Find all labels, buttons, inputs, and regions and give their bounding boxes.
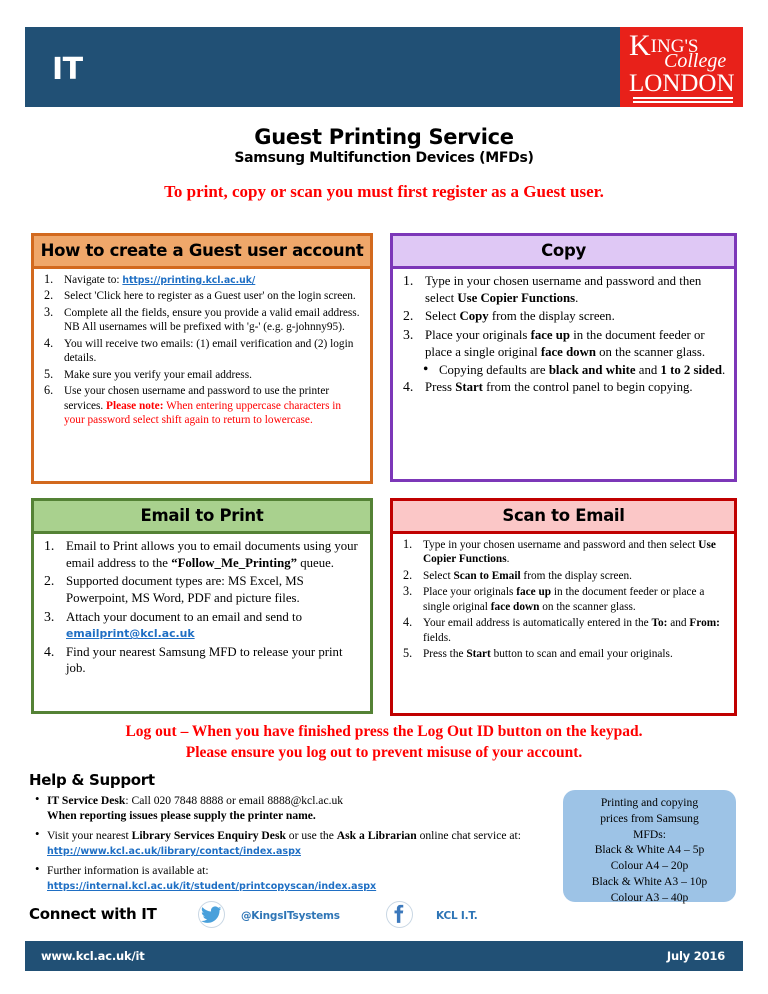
pricing-row: Colour A3 – 40p xyxy=(610,890,689,904)
registration-alert: To print, copy or scan you must first register as a Guest user. xyxy=(164,182,604,201)
copy-body xyxy=(393,269,734,401)
help-text: Visit your nearest xyxy=(47,828,132,842)
step-text: Press xyxy=(425,379,456,394)
help-tail: online chat service at: xyxy=(416,828,521,842)
step-emphasis-2: face down xyxy=(490,600,540,613)
copy-defaults-bullet xyxy=(397,362,726,379)
step-text: Place your originals xyxy=(423,586,517,599)
library-desk-label: Library Services Enquiry Desk xyxy=(131,828,286,842)
logout-notice xyxy=(25,722,743,764)
step-text: Select xyxy=(425,309,460,324)
facebook-handle-label[interactable]: KCL I.T. xyxy=(436,910,478,922)
pricing-line-2: prices from Samsung xyxy=(600,811,699,825)
copy-box xyxy=(390,233,737,482)
help-support-title: Help & Support xyxy=(29,771,155,789)
guest-account-body xyxy=(34,269,370,434)
please-note-label: Please note: xyxy=(106,399,164,412)
list-item xyxy=(38,538,362,571)
pricing-row: Colour A4 – 20p xyxy=(610,859,689,873)
step-text: Navigate to: xyxy=(64,274,123,286)
email-to-print-steps xyxy=(38,538,362,677)
logo-text-london: LONDON xyxy=(629,70,735,97)
step-text: Type in your chosen username and password and then select xyxy=(425,274,702,305)
email-to-print-box xyxy=(31,498,373,714)
bullet-emphasis-2: 1 to 2 sided xyxy=(660,363,722,378)
list-item: Find your nearest Samsung MFD to release your print job. xyxy=(66,644,343,676)
step-emphasis: Start xyxy=(455,379,483,394)
step-emphasis: To: xyxy=(651,617,668,630)
list-item xyxy=(33,793,553,824)
step-tail: . xyxy=(575,290,579,305)
list-item xyxy=(38,273,362,287)
email-to-print-heading: Email to Print xyxy=(34,501,370,534)
list-item: Make sure you verify your email address. xyxy=(64,368,252,381)
step-mid: in the document feeder or place a single original xyxy=(425,327,705,359)
logo-letter-k: K xyxy=(629,29,651,62)
pricing-line-3: MFDs: xyxy=(633,827,666,841)
logo-rule-lower xyxy=(633,101,733,103)
reporting-issues-note: When reporting issues please supply the printer name. xyxy=(47,809,316,823)
step-text: Type in your chosen username and password and then select xyxy=(423,539,699,551)
pricing-row: Black & White A4 – 5p xyxy=(594,843,705,857)
step-text: Use your chosen username and password to use the printer services. xyxy=(64,385,330,412)
list-item xyxy=(397,569,726,583)
list-item xyxy=(397,308,726,325)
logout-notice-line1: Log out – When you have finished press the Log Out ID button on the keypad. xyxy=(125,723,643,740)
list-item xyxy=(397,327,726,360)
facebook-icon[interactable] xyxy=(386,901,413,928)
step-text: Attach your document to an email and send to xyxy=(66,609,302,624)
pricing-row: Black & White A3 – 10p xyxy=(591,874,708,888)
step-tail: from the display screen. xyxy=(520,569,632,582)
list-item: Complete all the fields, ensure you provide a valid email address. NB All usernames will be prefixed with 'g-' (e.g. g-johnny95). xyxy=(64,306,360,334)
step-emphasis: Start xyxy=(466,648,491,661)
step-emphasis: face up xyxy=(530,327,571,342)
kings-college-london-logo xyxy=(620,27,743,107)
step-emphasis-2: face down xyxy=(540,344,596,359)
list-item xyxy=(397,647,726,661)
twitter-handle-label[interactable]: @KingsITsystems xyxy=(241,910,340,922)
bullet-tail: . xyxy=(721,363,726,378)
step-tail: fields. xyxy=(423,631,451,644)
step-text: Your email address is automatically entered in the xyxy=(423,617,652,630)
logo-text-ings: ING'S xyxy=(650,36,699,57)
guest-account-steps xyxy=(38,273,362,428)
copy-steps xyxy=(397,273,726,360)
logout-notice-line2: Please ensure you log out to prevent misuse of your account. xyxy=(185,743,583,761)
list-item xyxy=(397,379,726,396)
copy-heading: Copy xyxy=(393,236,734,269)
list-item xyxy=(38,609,362,642)
scan-to-email-box xyxy=(390,498,737,716)
footer-url[interactable]: www.kcl.ac.uk/it xyxy=(41,949,145,963)
footer-date: July 2016 xyxy=(666,949,725,963)
list-item xyxy=(397,273,726,306)
emailprint-address-link[interactable]: emailprint@kcl.ac.uk xyxy=(66,627,195,641)
list-item: Supported document types are: MS Excel, MS Powerpoint, MS Word, PDF and picture files. xyxy=(66,574,304,605)
it-service-desk-text: : Call 020 7848 8888 or email 8888@kcl.ac.uk xyxy=(125,794,344,807)
list-item: You will receive two emails: (1) email verification and (2) login details. xyxy=(64,337,354,365)
logo-rule-upper xyxy=(633,97,733,99)
step-text: Place your originals xyxy=(425,327,531,342)
list-item xyxy=(33,828,553,859)
ask-a-librarian-label: Ask a Librarian xyxy=(336,828,417,842)
step-text: Press the xyxy=(423,648,467,661)
logo-text-college: College xyxy=(664,50,727,72)
scan-to-email-body xyxy=(393,534,734,668)
step-mid: in the document feeder or place a single original xyxy=(423,586,705,613)
step-emphasis: Copy xyxy=(459,309,489,324)
list-item xyxy=(33,863,553,894)
scan-to-email-steps xyxy=(397,538,726,662)
step-tail: on the scanner glass. xyxy=(539,600,636,613)
please-note-text: When entering uppercase characters in your password select shift again to return to lowercase. xyxy=(64,399,342,427)
step-tail: . xyxy=(506,553,510,566)
pricing-callout-box xyxy=(563,790,736,902)
printcopyscan-info-link[interactable]: https://internal.kcl.ac.uk/it/student/printcopyscan/index.aspx xyxy=(47,881,377,893)
copy-steps-continued xyxy=(397,379,726,396)
list-item xyxy=(423,362,726,379)
help-text: Further information is available at: xyxy=(47,863,209,877)
pricing-line-1: Printing and copying xyxy=(600,796,699,809)
step-emphasis-2: From: xyxy=(689,617,720,630)
guest-account-heading: How to create a Guest user account xyxy=(34,236,370,269)
step-emphasis: Use Copier Functions xyxy=(423,539,716,566)
it-service-desk-label: IT Service Desk xyxy=(47,794,126,807)
step-emphasis: Scan to Email xyxy=(453,569,521,582)
step-tail: from the display screen. xyxy=(488,309,615,324)
guest-account-box xyxy=(31,233,373,484)
twitter-icon[interactable] xyxy=(198,901,225,928)
list-item: Select 'Click here to register as a Guest user' on the login screen. xyxy=(64,290,356,303)
department-label: IT xyxy=(52,52,83,87)
step-emphasis: “Follow_Me_Printing” xyxy=(171,555,298,570)
bullet-text: Copying defaults are xyxy=(439,363,549,378)
list-item xyxy=(397,538,726,567)
step-tail: queue. xyxy=(297,555,334,570)
list-item xyxy=(397,616,726,645)
page-title: Guest Printing Service xyxy=(254,125,514,149)
connect-with-it-title: Connect with IT xyxy=(29,905,157,923)
step-text: Email to Print allows you to email documents using your email address to the xyxy=(66,539,358,570)
email-to-print-body xyxy=(34,534,370,683)
bullet-emphasis: black and white xyxy=(548,363,636,378)
library-contact-link[interactable]: http://www.kcl.ac.uk/library/contact/index.aspx xyxy=(47,846,301,858)
page-subtitle: Samsung Multifunction Devices (MFDs) xyxy=(234,150,534,166)
step-tail: on the scanner glass. xyxy=(595,344,706,359)
step-emphasis: Use Copier Functions xyxy=(457,290,576,305)
bullet-mid: and xyxy=(635,363,661,378)
printing-portal-link[interactable]: https://printing.kcl.ac.uk/ xyxy=(122,275,256,286)
help-mid: or use the xyxy=(285,828,337,842)
help-support-list xyxy=(33,793,553,898)
step-tail: button to scan and email your originals. xyxy=(490,648,673,661)
list-item xyxy=(38,384,362,427)
scan-to-email-heading: Scan to Email xyxy=(393,501,734,534)
list-item xyxy=(397,585,726,614)
step-emphasis: face up xyxy=(516,586,552,599)
step-mid: and xyxy=(667,617,690,630)
step-tail: from the control panel to begin copying. xyxy=(482,379,693,394)
step-text: Select xyxy=(423,569,454,582)
